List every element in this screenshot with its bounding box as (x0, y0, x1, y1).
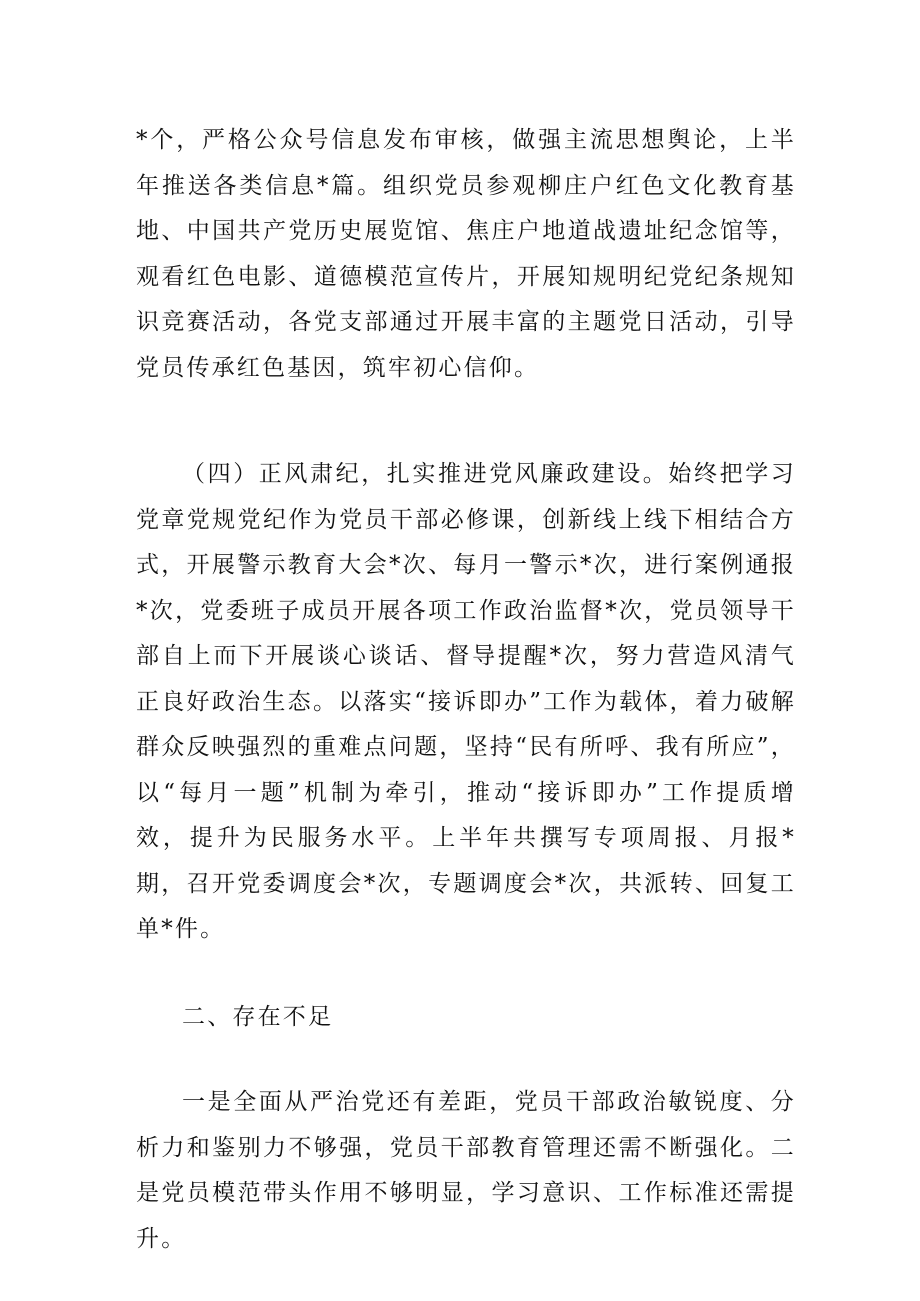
paragraph-discipline-and-integrity: （四）正风肃纪，扎实推进党风廉政建设。始终把学习党章党规党纪作为党员干部必修课，创新线上线下相结合方式，开展警示教育大会*次、每月一警示*次，进行案例通报*次，党委班子成员开展各项工作政治监督*次，党员领导干部自上而下开展谈心谈话、督导提醒*次，努力营造风清气正良好政治生态。以落实“接诉即办”工作为载体，着力破解群众反映强烈的重难点问题，坚持“民有所呼、我有所应”，以“每月一题”机制为牵引，推动“接诉即办”工作提质增效，提升为民服务水平。上半年共撰写专项周报、月报*期，召开党委调度会*次，专题调度会*次，共派转、回复工单*件。 (136, 461, 796, 942)
paragraph-shortcomings-detail: 一是全面从严治党还有差距，党员干部政治敏锐度、分析力和鉴别力不够强，党员干部教育管理还需不断强化。二是党员模范带头作用不够明显，学习意识、工作标准还需提升。 (136, 1089, 796, 1252)
paragraph-party-education-activities: *个，严格公众号信息发布审核，做强主流思想舆论，上半年推送各类信息*篇。组织党员参观柳庄户红色文化教育基地、中国共产党历史展览馆、焦庄户地道战遗址纪念馆等，观看红色电影、道德模范宣传片，开展知规明纪党纪条规知识竞赛活动，各党支部通过开展丰富的主题党日活动，引导党员传承红色基因，筑牢初心信仰。 (136, 127, 796, 381)
section-heading-shortcomings: 二、存在不足 (182, 1004, 334, 1030)
